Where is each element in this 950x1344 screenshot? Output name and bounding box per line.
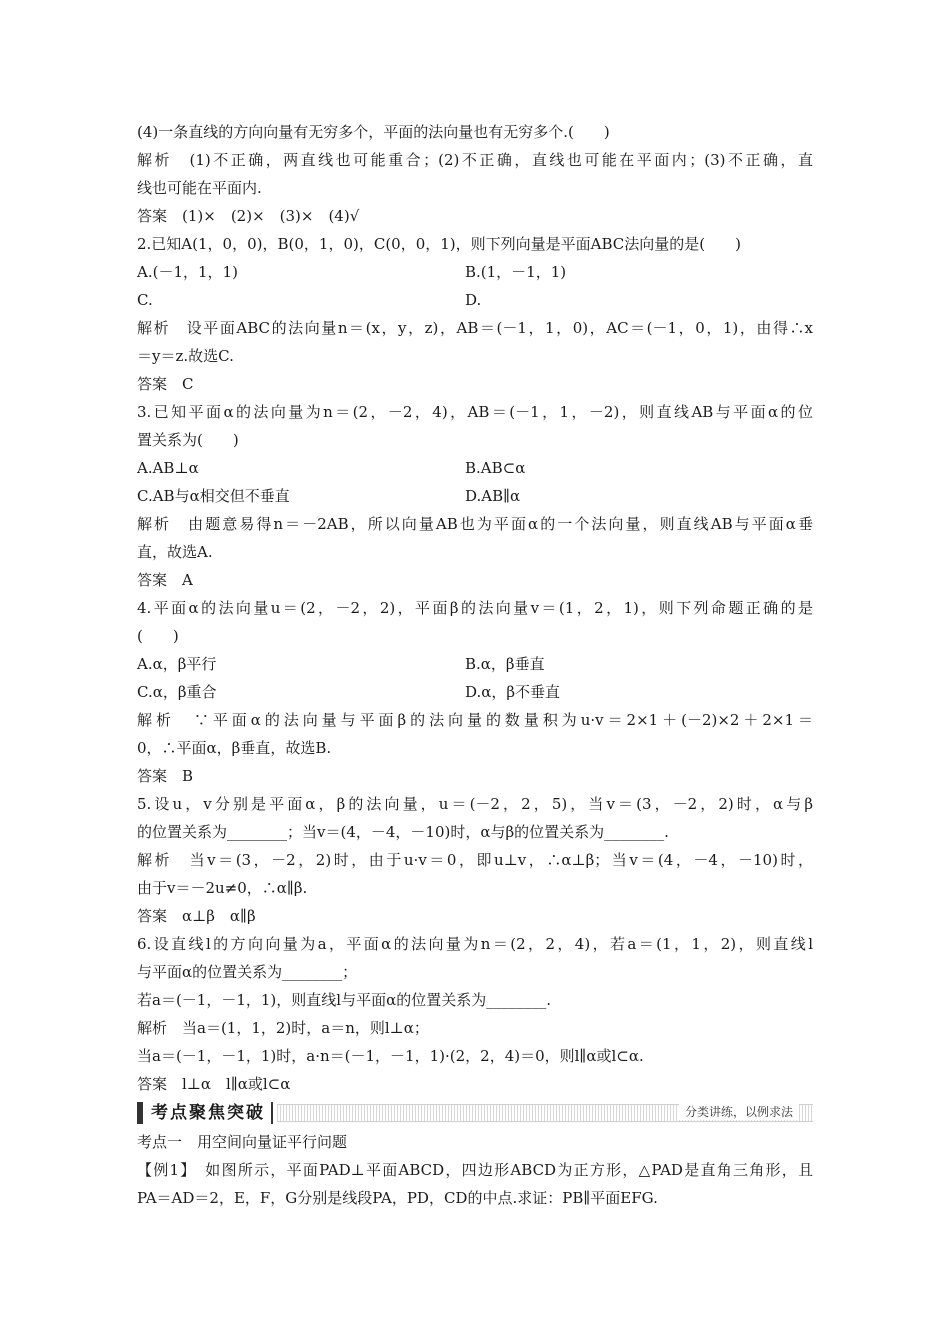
text-line: 解析 当a＝(1，1，2)时，a＝n，则l⊥α；	[137, 1019, 429, 1037]
option-item: D.α，β不垂直	[465, 683, 561, 701]
text-line: 直，故选A.	[137, 543, 213, 561]
text-line: 6.设直线l的方向向量为a，平面α的法向量为n＝(2，2，4)，若a＝(1，1，2)，则直线l	[137, 935, 813, 953]
option-row	[137, 454, 813, 482]
option-row	[137, 482, 813, 510]
text-line: 置关系为( )	[137, 431, 239, 449]
option-item: B.AB⊂α	[465, 459, 526, 477]
text-line: ＝y＝z.故选C.	[137, 347, 234, 365]
document-page	[137, 118, 813, 1212]
text-line: 解析 (1)不正确，两直线也可能重合；(2)不正确，直线也可能在平面内；(3)不正确，直	[137, 151, 813, 169]
text-line: 答案 A	[137, 571, 193, 589]
option-item: B.(1，－1，1)	[465, 263, 567, 281]
option-item: D.AB∥α	[465, 487, 521, 505]
option-item: A.(－1，1，1)	[137, 263, 238, 281]
exercise-section	[137, 118, 813, 1098]
text-line: PA＝AD＝2，E，F，G分别是线段PA，PD，CD的中点.求证：PB∥平面EFG.	[137, 1189, 658, 1207]
option-item: C.	[137, 291, 153, 309]
text-line: 与平面α的位置关系为________；	[137, 963, 358, 981]
text-line: 解析 当v＝(3，－2，2)时，由于u·v＝0，即u⊥v，∴α⊥β；当v＝(4，－4，－10)时，	[137, 851, 813, 869]
text-line: 答案 (1)× (2)× (3)× (4)√	[137, 207, 360, 225]
text-line: 4.平面α的法向量u＝(2，－2，2)，平面β的法向量v＝(1，2，1)，则下列命题正确的是	[137, 599, 813, 617]
banner-bar	[137, 1102, 143, 1124]
text-line: 答案 l⊥α l∥α或l⊂α	[137, 1075, 291, 1093]
text-line: 答案 α⊥β α∥β	[137, 907, 256, 925]
option-row	[137, 678, 813, 706]
text-line: (4)一条直线的方向向量有无穷多个，平面的法向量也有无穷多个.( )	[137, 123, 610, 141]
banner-title: 考点聚焦突破	[145, 1102, 273, 1124]
text-line: 0，∴平面α，β垂直，故选B.	[137, 739, 332, 757]
text-line: 考点一 用空间向量证平行问题	[137, 1133, 348, 1151]
text-line: 若a＝(－1，－1，1)，则直线l与平面α的位置关系为________.	[137, 991, 551, 1009]
text-line: 解析 ∵平面α的法向量与平面β的法向量的数量积为u·v＝2×1＋(－2)×2＋2×1＝	[137, 711, 813, 729]
option-row	[137, 286, 813, 314]
option-item: C.AB与α相交但不垂直	[137, 487, 290, 505]
text-line: 当a＝(－1，－1，1)时，a·n＝(－1，－1，1)·(2，2，4)＝0，则l∥α或l⊂α.	[137, 1047, 644, 1065]
text-line: 3.已知平面α的法向量为n＝(2，－2，4)，AB＝(－1，1，－2)，则直线AB与平面α的位	[137, 403, 813, 421]
text-line: 由于v＝－2u≠0，∴α∥β.	[137, 879, 308, 897]
option-item: C.α，β重合	[137, 683, 217, 701]
option-item: B.α，β垂直	[465, 655, 545, 673]
example-section	[137, 1128, 813, 1212]
option-item: A.AB⊥α	[137, 459, 199, 477]
text-line: 答案 B	[137, 767, 194, 785]
option-item: D.	[465, 291, 482, 309]
banner-stripe	[277, 1104, 813, 1122]
text-line: 答案 C	[137, 375, 194, 393]
text-line: 的位置关系为________；当v＝(4，－4，－10)时，α与β的位置关系为________.	[137, 823, 669, 841]
option-row	[137, 258, 813, 286]
text-line: 2.已知A(1，0，0)，B(0，1，0)，C(0，0，1)，则下列向量是平面ABC法向量的是( )	[137, 235, 741, 253]
option-row	[137, 650, 813, 678]
text-line: 【例1】 如图所示，平面PAD⊥平面ABCD，四边形ABCD为正方形，△PAD是直角三角形，且	[137, 1161, 813, 1179]
text-line: 解析 由题意易得n＝－2AB，所以向量AB也为平面α的一个法向量，则直线AB与平面α垂	[137, 515, 813, 533]
option-item: A.α，β平行	[137, 655, 217, 673]
text-line: 5.设u，v分别是平面α，β的法向量，u＝(－2，2，5)，当v＝(3，－2，2)时，α与β	[137, 795, 813, 813]
section-banner	[137, 1100, 813, 1126]
banner-subtitle: 分类讲练，以例求法	[679, 1104, 799, 1120]
text-line: 线也可能在平面内.	[137, 179, 262, 197]
text-line: 解析 设平面ABC的法向量n＝(x，y，z)，AB＝(－1，1，0)，AC＝(－1，0，1)，由得∴x	[137, 319, 813, 337]
text-line: ( )	[137, 627, 179, 645]
